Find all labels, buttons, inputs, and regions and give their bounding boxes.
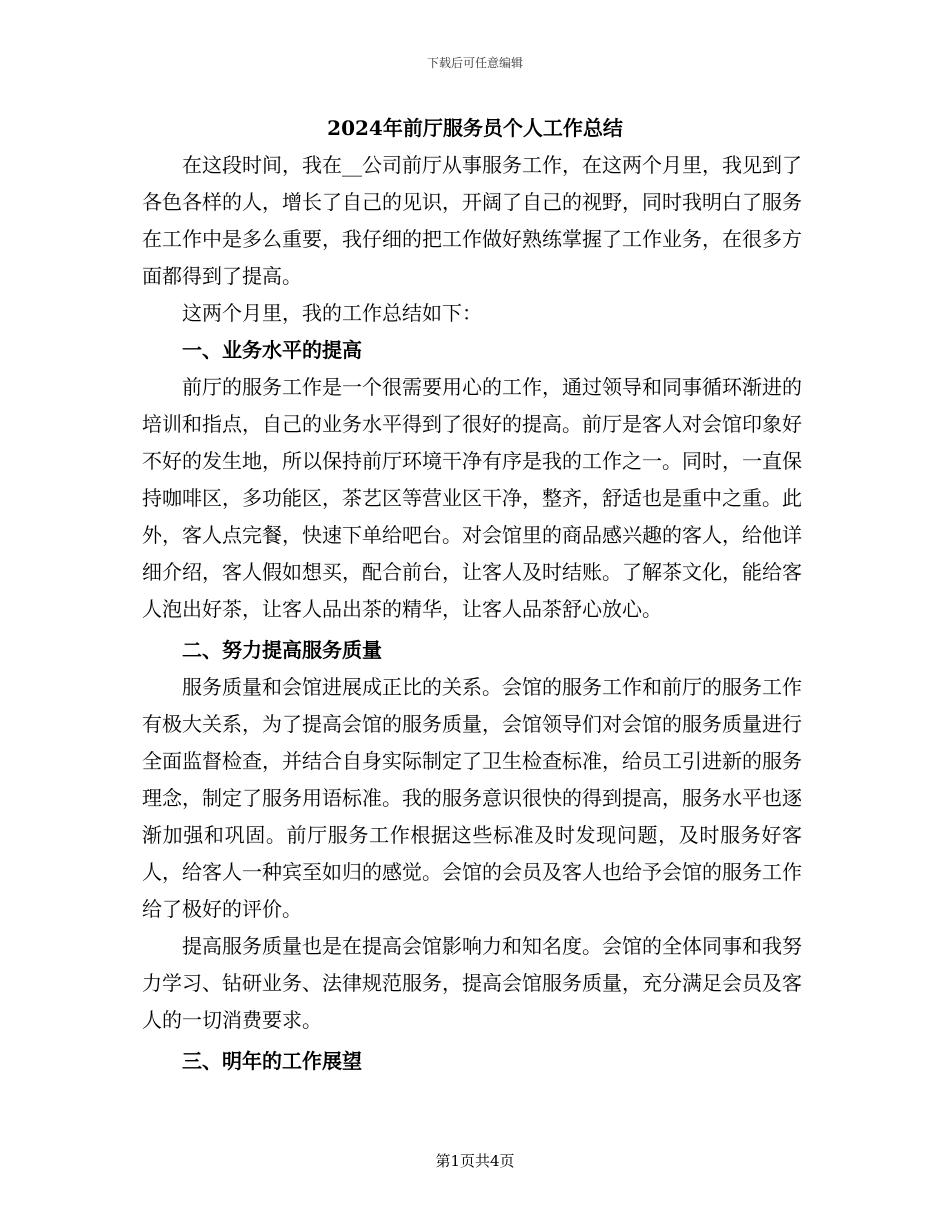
paragraph-service-quality: 服务质量和会馆进展成正比的关系。会馆的服务工作和前厅的服务工作有极大关系，为了提高会馆的服务质量，会馆领导们对会馆的服务质量进行全面监督检查，并结合自身实际制定了卫生检查标准，给员工引进新的服务理念，制定了服务用语标准。我的服务意识很快的得到提高，服务水平也逐渐加强和巩固。前厅服务工作根据这些标准及时发现问题，及时服务好客人，给客人一种宾至如归的感觉。会馆的会员及客人也给予会馆的服务工作给了极好的评价。 xyxy=(142,675,802,921)
paragraph-summary-lead: 这两个月里，我的工作总结如下： xyxy=(182,301,482,325)
section-heading-business-level: 一、业务水平的提高 xyxy=(182,338,362,362)
page-number: 第1页共4页 xyxy=(435,1152,515,1170)
section-heading-service-quality: 二、努力提高服务质量 xyxy=(182,638,382,662)
document-body xyxy=(142,147,802,1080)
document-title: 2024年前厅服务员个人工作总结 xyxy=(327,116,623,140)
paragraph-business-level: 前厅的服务工作是一个很需要用心的工作，通过领导和同事循环渐进的培训和指点，自己的业务水平得到了很好的提高。前厅是客人对会馆印象好不好的发生地，所以保持前厅环境干净有序是我的工作之一。同时，一直保持咖啡区，多功能区，茶艺区等营业区干净，整齐，舒适也是重中之重。此外，客人点完餐，快速下单给吧台。对会馆里的商品感兴趣的客人，给他详细介绍，客人假如想买，配合前台，让客人及时结账。了解茶文化，能给客人泡出好茶，让客人品出茶的精华，让客人品茶舒心放心。 xyxy=(142,375,802,621)
paragraph-intro: 在这段时间，我在__公司前厅从事服务工作，在这两个月里，我见到了各色各样的人，增长了自己的见识，开阔了自己的视野，同时我明白了服务在工作中是多么重要，我仔细的把工作做好熟练掌握了工作业务，在很多方面都得到了提高。 xyxy=(142,153,802,288)
section-heading-outlook: 三、明年的工作展望 xyxy=(182,1049,362,1073)
paragraph-influence: 提高服务质量也是在提高会馆影响力和知名度。会馆的全体同事和我努力学习、钻研业务、法律规范服务，提高会馆服务质量，充分满足会员及客人的一切消费要求。 xyxy=(142,934,802,1032)
page-header: 下载后可任意编辑 xyxy=(426,56,523,70)
